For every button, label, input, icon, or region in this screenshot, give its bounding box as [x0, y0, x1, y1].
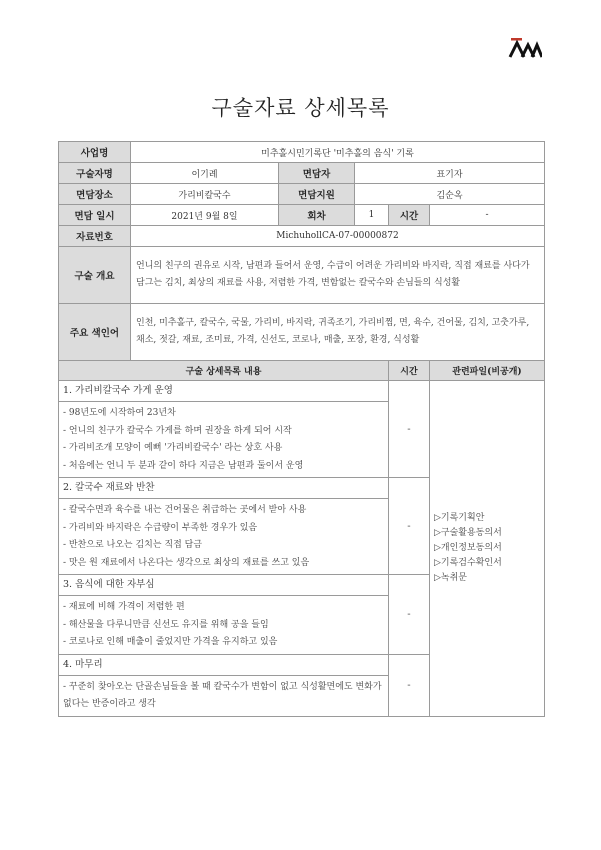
time-value: - [430, 205, 545, 226]
section-item: - 처음에는 언니 두 분과 같이 하다 지금은 남편과 둘이서 운영 [63, 460, 304, 471]
file-item: ▷개인정보동의서 [434, 542, 502, 553]
section-time: - [389, 575, 430, 655]
section-item: - 해산물을 다루니만큼 신선도 유지를 위해 공을 들임 [63, 619, 269, 630]
section-item: - 반찬으로 나오는 김치는 직접 담금 [63, 540, 203, 550]
section-item: - 코로나로 인해 매출이 줄었지만 가격을 유지하고 있음 [63, 637, 278, 647]
section-title: 1. 가리비칼국수 가게 운영 [59, 381, 388, 402]
support-value: 김순옥 [355, 184, 545, 205]
keywords-label: 주요 색인어 [59, 304, 131, 361]
keywords-value: 인천, 미추홀구, 칼국수, 국물, 가리비, 바지락, 귀족조기, 가리비찜, 면, 육수, 건어물, 김치, 고춧가루, 채소, 젓갈, 재료, 조미료, 가격, 신선도, 코로나, 매출, 포장, 환경, 식성활 [131, 304, 545, 361]
section-item: - 맛은 원 재료에서 나온다는 생각으로 최상의 재료를 쓰고 있음 [63, 557, 310, 568]
page-title: 구술자료 상세목록 [211, 96, 390, 120]
support-label: 면담지원 [279, 184, 355, 205]
detail-section [59, 654, 389, 716]
round-value: 1 [355, 205, 389, 226]
record-id-label: 자료번호 [59, 226, 131, 247]
interviewer-value: 표기자 [355, 163, 545, 184]
oral-record-table [58, 141, 545, 717]
file-item: ▷녹취문 [434, 572, 468, 583]
section-time: - [389, 478, 430, 575]
project-label: 사업명 [59, 142, 131, 163]
section-title: 4. 마무리 [59, 655, 388, 676]
section-item: - 꾸준히 찾아오는 단골손님들을 볼 때 칼국수가 변함이 없고 식성활면에도 변화가 없다는 반증이라고 생각 [63, 681, 382, 709]
related-files-list [430, 381, 545, 717]
place-value: 가리비칼국수 [131, 184, 279, 205]
narrator-value: 이기례 [131, 163, 279, 184]
section-title: 2. 칼국수 재료와 반찬 [59, 478, 388, 499]
project-value: 미추홀시민기록단 '미추홀의 음식' 기록 [131, 142, 545, 163]
detail-time-header: 시간 [389, 361, 430, 381]
summary-value: 언니의 친구의 권유로 시작, 남편과 들어서 운영, 수급이 어려운 가리비와 바지락, 직접 재료를 사다가 담그는 김치, 최상의 재료를 사용, 저렴한 가격, 변함없는 칼국수와 손님들의 식성활 [131, 247, 545, 304]
detail-section [59, 478, 389, 575]
file-item: ▷구술활용동의서 [434, 527, 502, 538]
date-value: 2021년 9월 8일 [131, 205, 279, 226]
section-item: - 재료에 비해 가격이 저렴한 편 [63, 602, 185, 612]
summary-label: 구술 개요 [59, 247, 131, 304]
round-label: 회차 [279, 205, 355, 226]
detail-content-header: 구술 상세목록 내용 [59, 361, 389, 381]
date-label: 면담 일시 [59, 205, 131, 226]
section-item: - 98년도에 시작하여 23년차 [63, 408, 176, 418]
section-item: - 칼국수면과 육수를 내는 건어물은 취급하는 곳에서 받아 사용 [63, 505, 307, 515]
file-item: ▷기록기획안 [434, 512, 485, 523]
section-item: - 가리비조개 모양이 예뻐 '가리비칼국수' 라는 상호 사용 [63, 443, 283, 453]
time-label: 시간 [389, 205, 430, 226]
related-files-header: 관련파일(비공개) [430, 361, 545, 381]
section-time: - [389, 654, 430, 716]
detail-section [59, 575, 389, 655]
section-time: - [389, 381, 430, 478]
file-item: ▷기록검수확인서 [434, 557, 502, 568]
interviewer-label: 면담자 [279, 163, 355, 184]
record-id-value: MichuhollCA-07-00000872 [131, 226, 545, 247]
organization-logo [508, 38, 542, 58]
narrator-label: 구술자명 [59, 163, 131, 184]
place-label: 면담장소 [59, 184, 131, 205]
detail-section [59, 381, 389, 478]
section-item: - 언니의 친구가 칼국수 가게를 하며 권장을 하게 되어 시작 [63, 425, 292, 436]
section-title: 3. 음식에 대한 자부심 [59, 575, 388, 596]
section-item: - 가리비와 바지락은 수급량이 부족한 경우가 있음 [63, 522, 258, 533]
